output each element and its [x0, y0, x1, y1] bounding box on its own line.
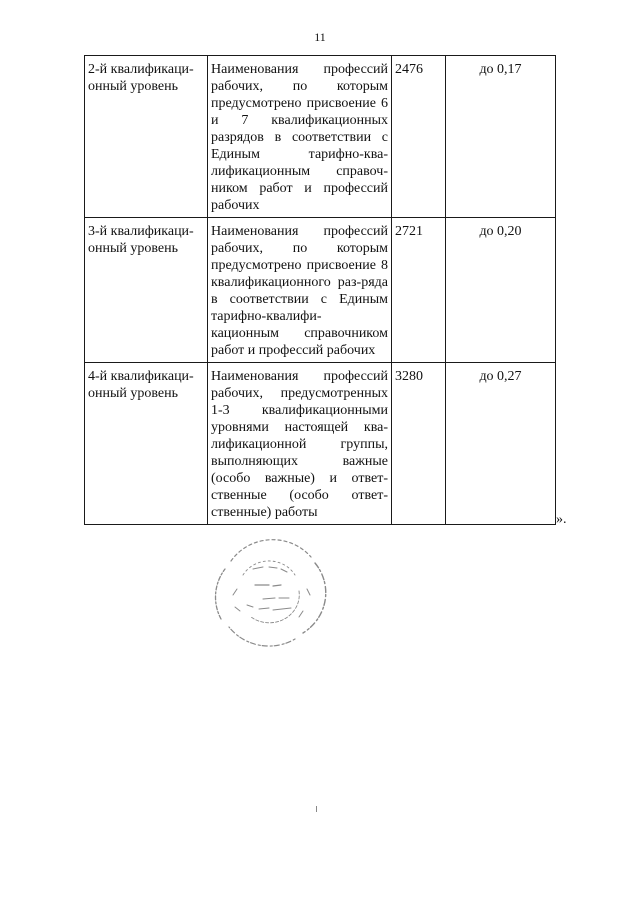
- salary-value: 3280: [395, 369, 423, 384]
- coefficient-value: до 0,17: [479, 62, 522, 77]
- profession-description-cell: [208, 56, 392, 218]
- salary-cell: [392, 56, 446, 218]
- seal-stamp-icon: [203, 531, 329, 651]
- coefficient-value: до 0,27: [479, 369, 522, 384]
- qualification-level-text: 4-й квалификаци- онный уровень: [88, 369, 194, 401]
- profession-description-cell: [208, 363, 392, 525]
- qualification-level-cell: [85, 56, 208, 218]
- profession-description-text: Наименования профессий рабочих, по которым предусмотрено присвоение 6 и 7 квалификационных разрядов в соответствии с Единым тарифно-ква-лификационным справоч-ником работ и профессий рабочих: [211, 62, 388, 213]
- qualification-level-text: 3-й квалификаци- онный уровень: [88, 224, 194, 256]
- coefficient-value: до 0,20: [479, 224, 522, 239]
- profession-description-text: Наименования профессий рабочих, предусмотренных 1-3 квалификационными уровнями настоящей ква-лификационной группы, выполняющих важные (особо важные) и ответ-ственные (особо ответ-ственные) работы: [211, 369, 388, 520]
- page-number: 11: [314, 30, 326, 44]
- salary-cell: [392, 363, 446, 525]
- profession-description-cell: [208, 218, 392, 363]
- profession-description-text: Наименования профессий рабочих, по которым предусмотрено присвоение 8 квалификационного раз-ряда в соответствии с Единым тарифно-квалифи-кационным справочником работ и профессий рабочих: [211, 224, 388, 358]
- qualification-levels-table: [84, 55, 556, 525]
- closing-quote: ».: [556, 512, 567, 527]
- coefficient-cell: [446, 218, 556, 363]
- salary-value: 2721: [395, 224, 423, 239]
- salary-value: 2476: [395, 62, 423, 77]
- table-row: [85, 56, 556, 218]
- qualification-level-cell: [85, 363, 208, 525]
- table-row: [85, 218, 556, 363]
- salary-cell: [392, 218, 446, 363]
- qualification-level-text: 2-й квалификаци- онный уровень: [88, 62, 194, 94]
- qualification-level-cell: [85, 218, 208, 363]
- table-row: [85, 363, 556, 525]
- coefficient-cell: [446, 363, 556, 525]
- margin-mark: [316, 806, 317, 812]
- coefficient-cell: [446, 56, 556, 218]
